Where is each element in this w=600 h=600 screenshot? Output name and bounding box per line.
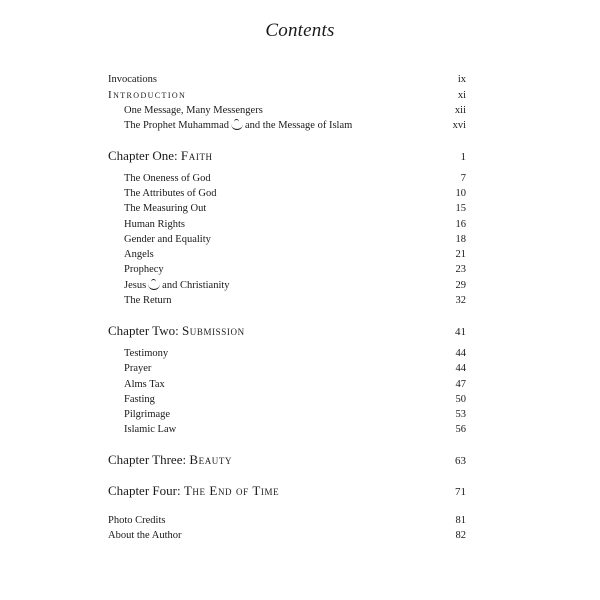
toc-entry-one-message bbox=[124, 105, 466, 116]
entry-page: 18 bbox=[455, 234, 466, 245]
entry-label: Prophecy bbox=[124, 264, 164, 275]
entry-page: 50 bbox=[455, 394, 466, 405]
entry-page: 81 bbox=[455, 515, 466, 526]
entry-page: 7 bbox=[460, 173, 466, 184]
toc-entry bbox=[124, 234, 466, 245]
entry-page: 21 bbox=[455, 249, 466, 260]
entry-page: 44 bbox=[455, 348, 466, 359]
entry-label: The Measuring Out bbox=[124, 203, 207, 214]
entry-label: The Oneness of God bbox=[124, 173, 211, 184]
toc-entry bbox=[124, 264, 466, 275]
toc-entry bbox=[124, 394, 466, 405]
chapter-title bbox=[108, 452, 232, 468]
entry-label bbox=[124, 120, 352, 131]
entry-label: Prayer bbox=[124, 363, 152, 374]
entry-page: 56 bbox=[455, 424, 466, 435]
entry-label: The Return bbox=[124, 295, 172, 306]
entry-label: Angels bbox=[124, 249, 154, 260]
entry-page: xii bbox=[454, 105, 466, 116]
entry-page: 53 bbox=[455, 409, 466, 420]
toc-entry bbox=[124, 249, 466, 260]
toc-entry bbox=[124, 173, 466, 184]
toc-entry-photo-credits bbox=[108, 515, 466, 526]
entry-page: 29 bbox=[455, 280, 466, 291]
entry-page: 16 bbox=[455, 219, 466, 230]
chapter-prefix: Chapter Four: bbox=[108, 483, 181, 498]
entry-label: Fasting bbox=[124, 394, 155, 405]
toc-entry bbox=[124, 379, 466, 390]
toc-entry bbox=[124, 424, 466, 435]
chapter-prefix: Chapter One: bbox=[108, 148, 178, 163]
entry-label: Alms Tax bbox=[124, 379, 165, 390]
honorific-glyph-icon bbox=[231, 122, 243, 130]
toc-chapter-two bbox=[108, 323, 466, 339]
entry-label: Photo Credits bbox=[108, 515, 166, 526]
entry-label: Islamic Law bbox=[124, 424, 177, 435]
entry-label bbox=[124, 280, 230, 291]
entry-label: One Message, Many Messengers bbox=[124, 105, 263, 116]
entry-page: 15 bbox=[455, 203, 466, 214]
chapter-title bbox=[108, 148, 213, 164]
honorific-glyph-icon bbox=[148, 282, 160, 290]
toc-entry-about-author bbox=[108, 530, 466, 541]
chapter-prefix: Chapter Three: bbox=[108, 452, 187, 467]
toc-chapter-four bbox=[108, 483, 466, 499]
entry-page: 71 bbox=[455, 486, 466, 498]
toc-chapter-one bbox=[108, 148, 466, 164]
chapter-name: Beauty bbox=[189, 452, 233, 467]
label-part: The Prophet Muhammad bbox=[124, 120, 229, 131]
label-part: and the Message of Islam bbox=[244, 120, 353, 131]
entry-page: 32 bbox=[455, 295, 466, 306]
toc-entry bbox=[124, 280, 466, 291]
entry-page: xi bbox=[457, 90, 466, 101]
toc-entry bbox=[124, 295, 466, 306]
toc-entry bbox=[124, 188, 466, 199]
toc-entry-prophet-muhammad bbox=[124, 120, 466, 131]
chapter-prefix: Chapter Two: bbox=[108, 323, 179, 338]
entry-page: 47 bbox=[455, 379, 466, 390]
page-title: Contents bbox=[265, 20, 335, 41]
chapter-name: The End of Time bbox=[183, 483, 280, 498]
toc-entry-invocations bbox=[108, 74, 466, 85]
toc-entry-introduction bbox=[108, 89, 466, 101]
toc-entry bbox=[124, 363, 466, 374]
entry-page: 44 bbox=[455, 363, 466, 374]
toc-chapter-three bbox=[108, 452, 466, 468]
toc-entry bbox=[124, 219, 466, 230]
entry-label: Pilgrimage bbox=[124, 409, 171, 420]
entry-page: xvi bbox=[452, 120, 466, 131]
toc-entry bbox=[124, 348, 466, 359]
label-part: Jesus bbox=[124, 280, 147, 291]
entry-label: Invocations bbox=[108, 74, 157, 85]
entry-label: About the Author bbox=[108, 530, 182, 541]
entry-page: 10 bbox=[455, 188, 466, 199]
chapter-name: Submission bbox=[181, 323, 245, 338]
chapter-title bbox=[108, 483, 279, 499]
entry-page: 23 bbox=[455, 264, 466, 275]
label-part: and Christianity bbox=[162, 280, 230, 291]
entry-label: Human Rights bbox=[124, 219, 185, 230]
chapter-name: Faith bbox=[180, 148, 213, 163]
toc-entry bbox=[124, 203, 466, 214]
toc-entry bbox=[124, 409, 466, 420]
entry-label: Introduction bbox=[108, 89, 187, 101]
entry-label: Testimony bbox=[124, 348, 169, 359]
entry-label: The Attributes of God bbox=[124, 188, 217, 199]
entry-page: 82 bbox=[455, 530, 466, 541]
entry-page: 1 bbox=[460, 151, 466, 163]
entry-page: 63 bbox=[455, 455, 466, 467]
entry-page: ix bbox=[457, 74, 466, 85]
entry-page: 41 bbox=[455, 326, 466, 338]
chapter-title bbox=[108, 323, 245, 339]
entry-label: Gender and Equality bbox=[124, 234, 211, 245]
